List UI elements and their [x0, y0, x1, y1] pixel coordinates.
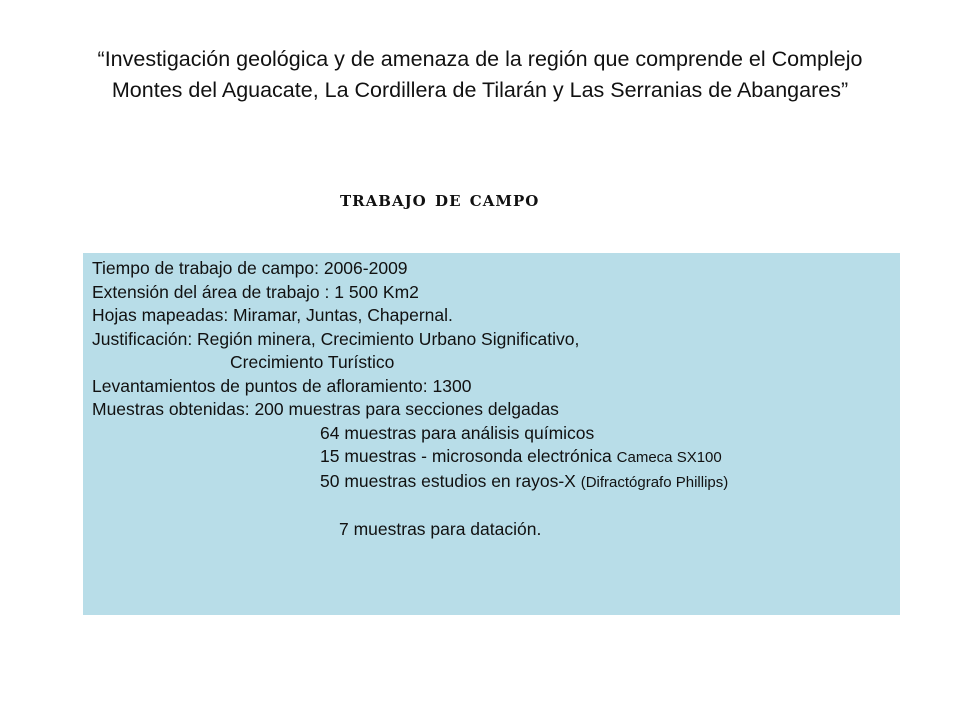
muestras-microsonda-line	[92, 445, 900, 470]
levantamientos-line: Levantamientos de puntos de afloramiento: 1300	[92, 375, 472, 396]
muestras-line: Muestras obtenidas: 200 muestras para secciones delgadas	[92, 399, 559, 419]
rayos-x-text: 50 muestras estudios en rayos-X	[320, 470, 576, 491]
justificacion-continuation-line: Crecimiento Turístico	[230, 352, 395, 372]
microsonda-equipment: Cameca SX100	[616, 449, 722, 466]
field-work-info-box	[83, 253, 900, 615]
microsonda-text: 15 muestras - microsonda electrónica	[320, 446, 612, 466]
tiempo-line: Tiempo de trabajo de campo: 2006-2009	[92, 258, 408, 278]
rayos-x-equipment: (Difractógrafo Phillips)	[580, 473, 729, 491]
section-heading: trabajo de campo	[340, 186, 540, 211]
justificacion-line: Justificación: Región minera, Crecimiento Urbano Significativo,	[92, 328, 580, 349]
muestras-datacion-line: 7 muestras para datación.	[339, 518, 542, 539]
extension-line: Extensión del área de trabajo : 1 500 Km2	[92, 281, 419, 302]
hojas-line: Hojas mapeadas: Miramar, Juntas, Chapernal.	[92, 305, 453, 325]
slide-title: “Investigación geológica y de amenaza de la región que comprende el Complejo Montes del Aguacate, La Cordillera de Tilarán y Las Serranias de Abangares”	[97, 47, 863, 102]
muestras-rayos-x-line	[92, 470, 900, 495]
blank-line	[92, 494, 900, 518]
muestras-quimicos-line: 64 muestras para análisis químicos	[320, 422, 595, 443]
